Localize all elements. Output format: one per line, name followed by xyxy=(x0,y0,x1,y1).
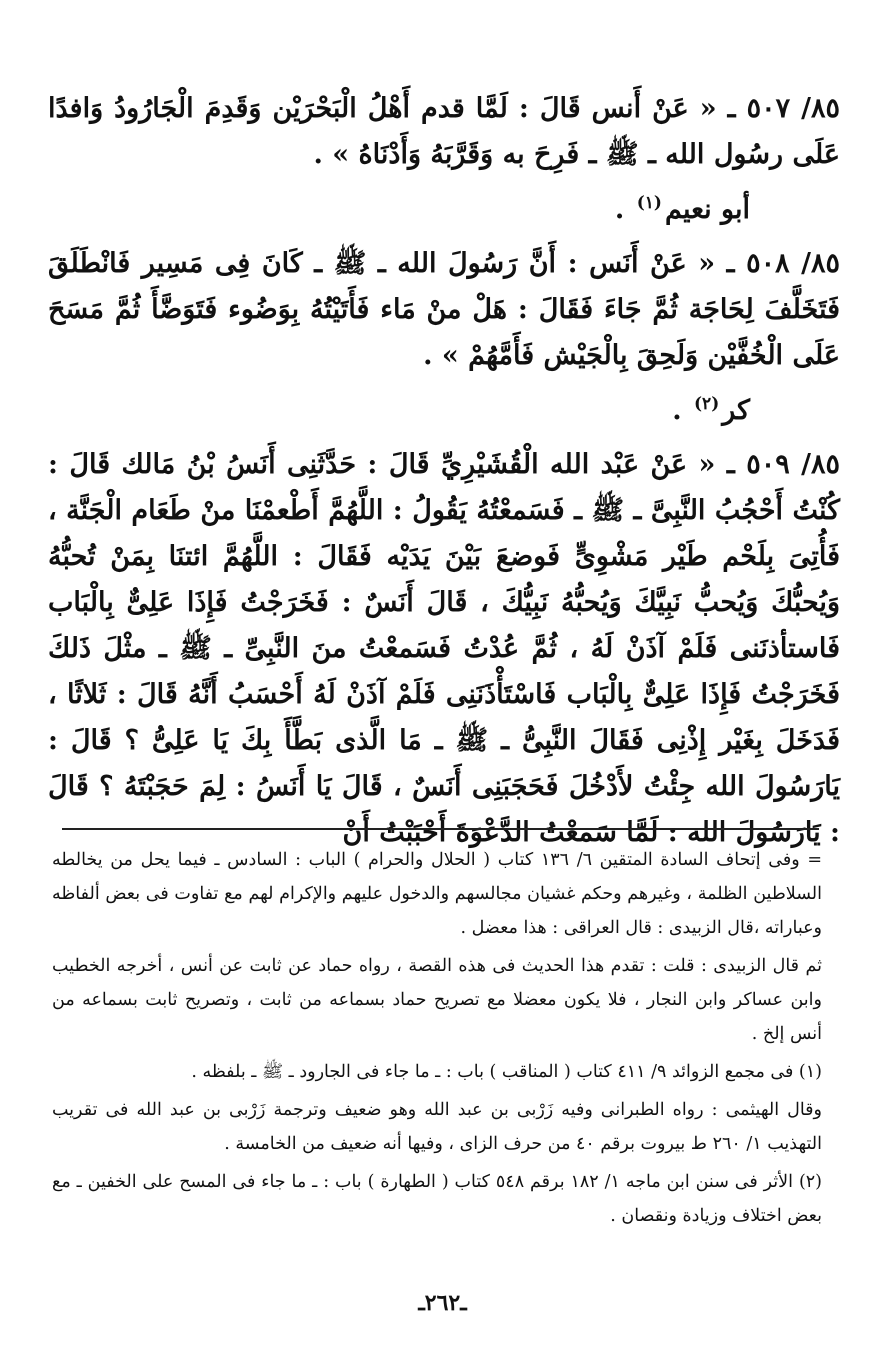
main-text xyxy=(48,86,840,856)
footnote-ref: (١) xyxy=(636,193,662,213)
footnote-1: (١) فى مجمع الزوائد ٩/ ٤١١ كتاب ( المناقب ) باب : ـ ما جاء فى الجارود ـ ﷺ ـ بلفظه . xyxy=(191,1062,822,1082)
hadith-508-source: كر$^{(٢)}$ . xyxy=(672,394,750,426)
page-number: ـ٢٦٢ـ xyxy=(418,1290,467,1316)
source-label: أبو نعيم xyxy=(664,194,750,225)
footnote-continuation: = وفى إتحاف السادة المتقين ٦/ ١٣٦ كتاب ( الحلال والحرام ) الباب : السادس ـ فيما يحل من يخالطه السلاطين الظلمة ، وغيرهم وحكم غشيان مجالسهم والدخول عليهم والإكرام لهم مع تفاوت فى بعض ألفاظه وعباراته ،قال الزبيدى : قال العراقى : هذا معضل . xyxy=(52,850,822,938)
source-label: كر xyxy=(722,395,750,426)
hadith-509: ٨٥/ ٥٠٩ ـ « عَنْ عَبْد الله الْقُشَيْرِيِّ قَالَ : حَدَّثَنِى أَنَسُ بْنُ مَالك قَالَ : كُنْتُ أَحْجُبُ النَّبِىَّ ـ ﷺ ـ فَسَمعْتُهُ يَقُولُ : اللَّهُمَّ أَطْعمْنَا منْ طَعَام الْجَنَّة ، فَأُتِىَ بِلَحْم طَيْر مَشْوِىٍّ فَوضعَ بَيْنَ يَدَيْه فَقَالَ : اللَّهُمَّ ائتنَا بِمَنْ تُحبُّهُ وَيُحبُّكَ وَيُحبُّ نَبِيَّكَ وَيُحبُّهُ نَبِيُّكَ ، قَالَ أَنَسٌ : فَخَرَجْتُ فَإِذَا عَلِىٌّ بِالْبَاب فَاستأذنَنى فَلَمْ آذَنْ لَهُ ، ثُمَّ عُدْتُ فَسَمعْتُ منَ النَّبِىِّ ـ ﷺ ـ مثْلَ ذَلكَ فَخَرَجْتُ فَإِذَا عَلِىٌّ بِالْبَاب فَاسْتَأْذَنَنِى فَلَمْ آذَنْ لَهُ أَحْسَبُ أَنَّهُ قَالَ : ثَلاثًا ، فَدَخَلَ بِغَيْر إِذْنِى فَقَالَ النَّبِىُّ ـ ﷺ ـ مَا الَّذى بَطَّأَ بِكَ يَا عَلِىُّ ؟ قَالَ : يَارَسُولَ الله جِئْتُ لأَدْخُلَ فَحَجَبَنِى أَنَسٌ ، قَالَ يَا أَنَسُ : لِمَ حَجَبْتَهُ ؟ قَالَ : يَارَسُولَ الله : لَمَّا سَمعْتُ الدَّعْوَةَ أَحْبَبْتُ أَنْ xyxy=(48,449,840,848)
footnote-divider xyxy=(62,828,819,830)
hadith-507-source: أبو نعيم$^{(١)}$ . xyxy=(614,193,750,225)
footnotes xyxy=(52,843,822,1233)
footnote-1-cont: وقال الهيثمى : رواه الطبرانى وفيه زَرْبى بن عبد الله وهو ضعيف وترجمة زَرْبى بن عبد الله فى تقريب التهذيب ١/ ٢٦٠ ط بيروت برقم ٤٠ من حرف الزاى ، وفيها أنه ضعيف من الخامسة . xyxy=(52,1100,822,1154)
footnote-continuation: ثم قال الزبيدى : قلت : تقدم هذا الحديث فى هذه القصة ، رواه حماد عن ثابت عن أنس ، أخرجه الخطيب وابن عساكر وابن النجار ، فلا يكون معضلا مع تصريح حماد بسماعه من ثابت ، وتصريح ثابت بسماعه من أنس إلخ . xyxy=(52,956,822,1044)
footnote-ref: (٢) xyxy=(694,394,720,414)
hadith-507: ٨٥/ ٥٠٧ ـ « عَنْ أَنس قَالَ : لَمَّا قدم أَهْلُ الْبَحْرَيْن وَقَدِمَ الْجَارُودُ وَافدًا عَلَى رسُول الله ـ ﷺ ـ فَرِحَ به وَقَرَّبَهُ وَأَدْنَاهُ » . xyxy=(48,93,841,170)
footnote-2: (٢) الأثر فى سنن ابن ماجه ١/ ١٨٢ برقم ٥٤٨ كتاب ( الطهارة ) باب : ـ ما جاء فى المسح على الخفين ـ مع بعض اختلاف وزيادة ونقصان . xyxy=(52,1172,822,1226)
hadith-508: ٨٥/ ٥٠٨ ـ « عَنْ أَنَس : أَنَّ رَسُولَ الله ـ ﷺ ـ كَانَ فِى مَسِير فَانْطَلَقَ فَتَخَلَّفَ لِحَاجَة ثُمَّ جَاءَ فَقَالَ : هَلْ منْ مَاء فَأَتَيْتُهُ بِوَضُوء فَتَوَضَّأَ ثُمَّ مَسَحَ عَلَى الْخُفَّيْن وَلَحِقَ بِالْجَيْش فَأَمَّهُمْ » . xyxy=(48,248,840,371)
